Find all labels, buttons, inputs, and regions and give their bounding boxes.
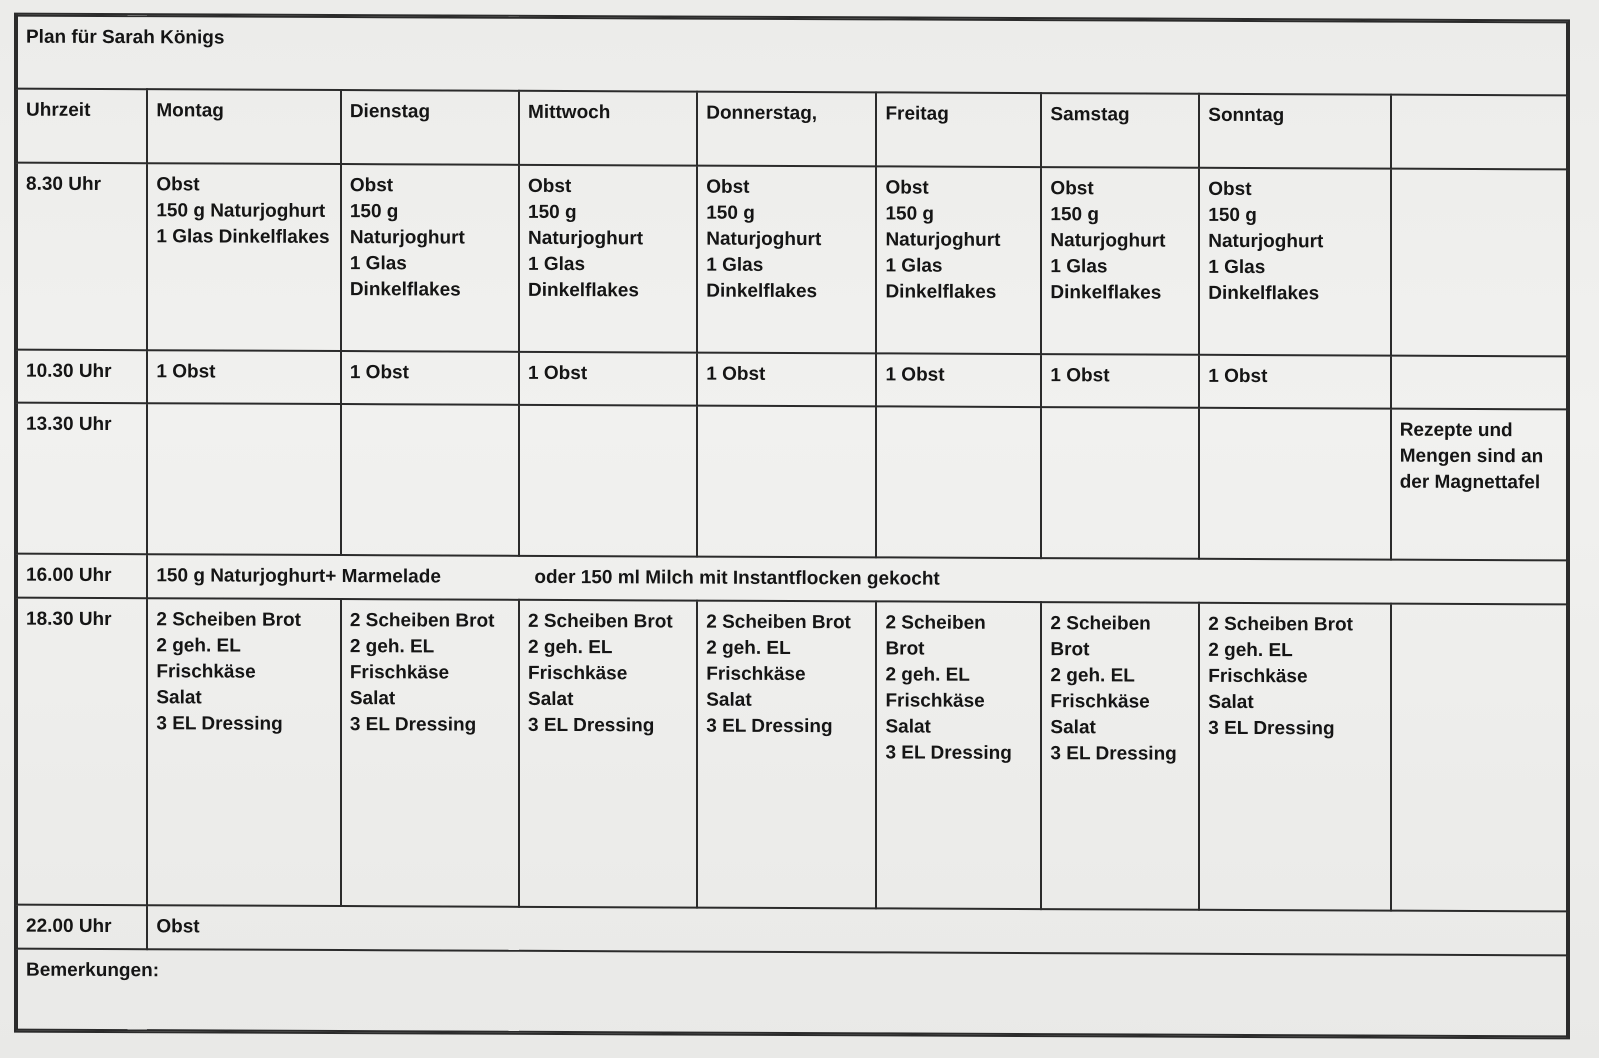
row-1600	[17, 553, 1567, 604]
cell-1330-thursday	[697, 405, 876, 557]
row-1030	[17, 350, 1567, 409]
cell-1830-saturday: 2 Scheiben Brot 2 geh. EL Frischkäse Salat 3 EL Dressing	[1041, 602, 1199, 910]
cell-1330-wednesday	[519, 404, 697, 556]
cell-1830-extra	[1391, 604, 1567, 912]
header-day-monday: Montag	[147, 89, 340, 164]
cell-1600-snack	[147, 554, 1567, 604]
cell-1830-wednesday: 2 Scheiben Brot 2 geh. EL Frischkäse Salat 3 EL Dressing	[519, 600, 697, 908]
title-row	[17, 16, 1567, 95]
remarks-label: Bemerkungen:	[17, 949, 1567, 1036]
cell-1330-saturday	[1041, 407, 1199, 559]
time-1600: 16.00 Uhr	[17, 553, 147, 598]
cell-1830-sunday: 2 Scheiben Brot 2 geh. EL Frischkäse Salat 3 EL Dressing	[1199, 603, 1390, 911]
page-title: Plan für Sarah Königs	[17, 16, 1567, 95]
time-1330: 13.30 Uhr	[17, 402, 147, 554]
cell-0830-sunday: Obst 150 g Naturjoghurt 1 Glas Dinkelflakes	[1199, 168, 1390, 356]
header-row	[17, 88, 1567, 169]
header-day-thursday: Donnerstag,	[697, 91, 876, 166]
header-day-tuesday: Dienstag	[341, 90, 519, 165]
cell-0830-tuesday: Obst 150 g Naturjoghurt 1 Glas Dinkelflakes	[341, 164, 519, 352]
cell-1030-extra	[1391, 356, 1567, 409]
cell-0830-extra	[1391, 169, 1567, 357]
cell-1830-monday: 2 Scheiben Brot 2 geh. EL Frischkäse Salat 3 EL Dressing	[147, 598, 340, 906]
cell-1830-tuesday: 2 Scheiben Brot 2 geh. EL Frischkäse Salat 3 EL Dressing	[341, 599, 519, 907]
time-1830: 18.30 Uhr	[17, 598, 147, 906]
cell-1030-wednesday: 1 Obst	[519, 352, 697, 405]
cell-1030-sunday: 1 Obst	[1199, 355, 1390, 408]
cell-1830-friday: 2 Scheiben Brot 2 geh. EL Frischkäse Salat 3 EL Dressing	[876, 601, 1041, 909]
cell-1330-sunday	[1199, 407, 1390, 559]
time-0830: 8.30 Uhr	[17, 163, 147, 351]
header-day-wednesday: Mittwoch	[519, 90, 697, 165]
cell-0830-friday: Obst 150 g Naturjoghurt 1 Glas Dinkelflakes	[876, 166, 1041, 354]
cell-1030-monday: 1 Obst	[147, 350, 340, 403]
header-time-label: Uhrzeit	[17, 88, 147, 163]
cell-0830-wednesday: Obst 150 g Naturjoghurt 1 Glas Dinkelflakes	[519, 165, 697, 353]
row-0830	[17, 163, 1567, 357]
header-day-saturday: Samstag	[1041, 93, 1199, 168]
header-extra	[1391, 94, 1567, 169]
cell-1030-thursday: 1 Obst	[697, 353, 876, 406]
remarks-row	[17, 949, 1567, 1036]
cell-1330-friday	[876, 406, 1041, 558]
recipe-note: Rezepte und Mengen sind an der Magnettafel	[1391, 408, 1567, 560]
cell-1330-monday	[147, 403, 340, 555]
meal-plan-table	[16, 15, 1568, 1038]
cell-0830-saturday: Obst 150 g Naturjoghurt 1 Glas Dinkelflakes	[1041, 167, 1199, 355]
row-1830	[17, 598, 1567, 912]
cell-1030-tuesday: 1 Obst	[341, 351, 519, 404]
snack-option-a: 150 g Naturjoghurt+ Marmelade	[156, 564, 441, 588]
time-1030: 10.30 Uhr	[17, 350, 147, 403]
header-day-friday: Freitag	[876, 92, 1041, 167]
row-1330	[17, 402, 1567, 560]
meal-plan-sheet	[14, 13, 1570, 1040]
snack-option-b: oder 150 ml Milch mit Instantflocken gekocht	[534, 566, 940, 590]
cell-1030-friday: 1 Obst	[876, 354, 1041, 407]
cell-1030-saturday: 1 Obst	[1041, 354, 1199, 407]
cell-1330-tuesday	[341, 404, 519, 556]
cell-0830-monday: Obst 150 g Naturjoghurt 1 Glas Dinkelflakes	[147, 163, 340, 351]
row-2200	[17, 905, 1567, 956]
cell-1830-thursday: 2 Scheiben Brot 2 geh. EL Frischkäse Salat 3 EL Dressing	[697, 601, 876, 909]
time-2200: 22.00 Uhr	[17, 905, 147, 950]
header-day-sunday: Sonntag	[1199, 93, 1390, 168]
cell-0830-thursday: Obst 150 g Naturjoghurt 1 Glas Dinkelflakes	[697, 166, 876, 354]
cell-2200-snack: Obst	[147, 905, 1567, 955]
